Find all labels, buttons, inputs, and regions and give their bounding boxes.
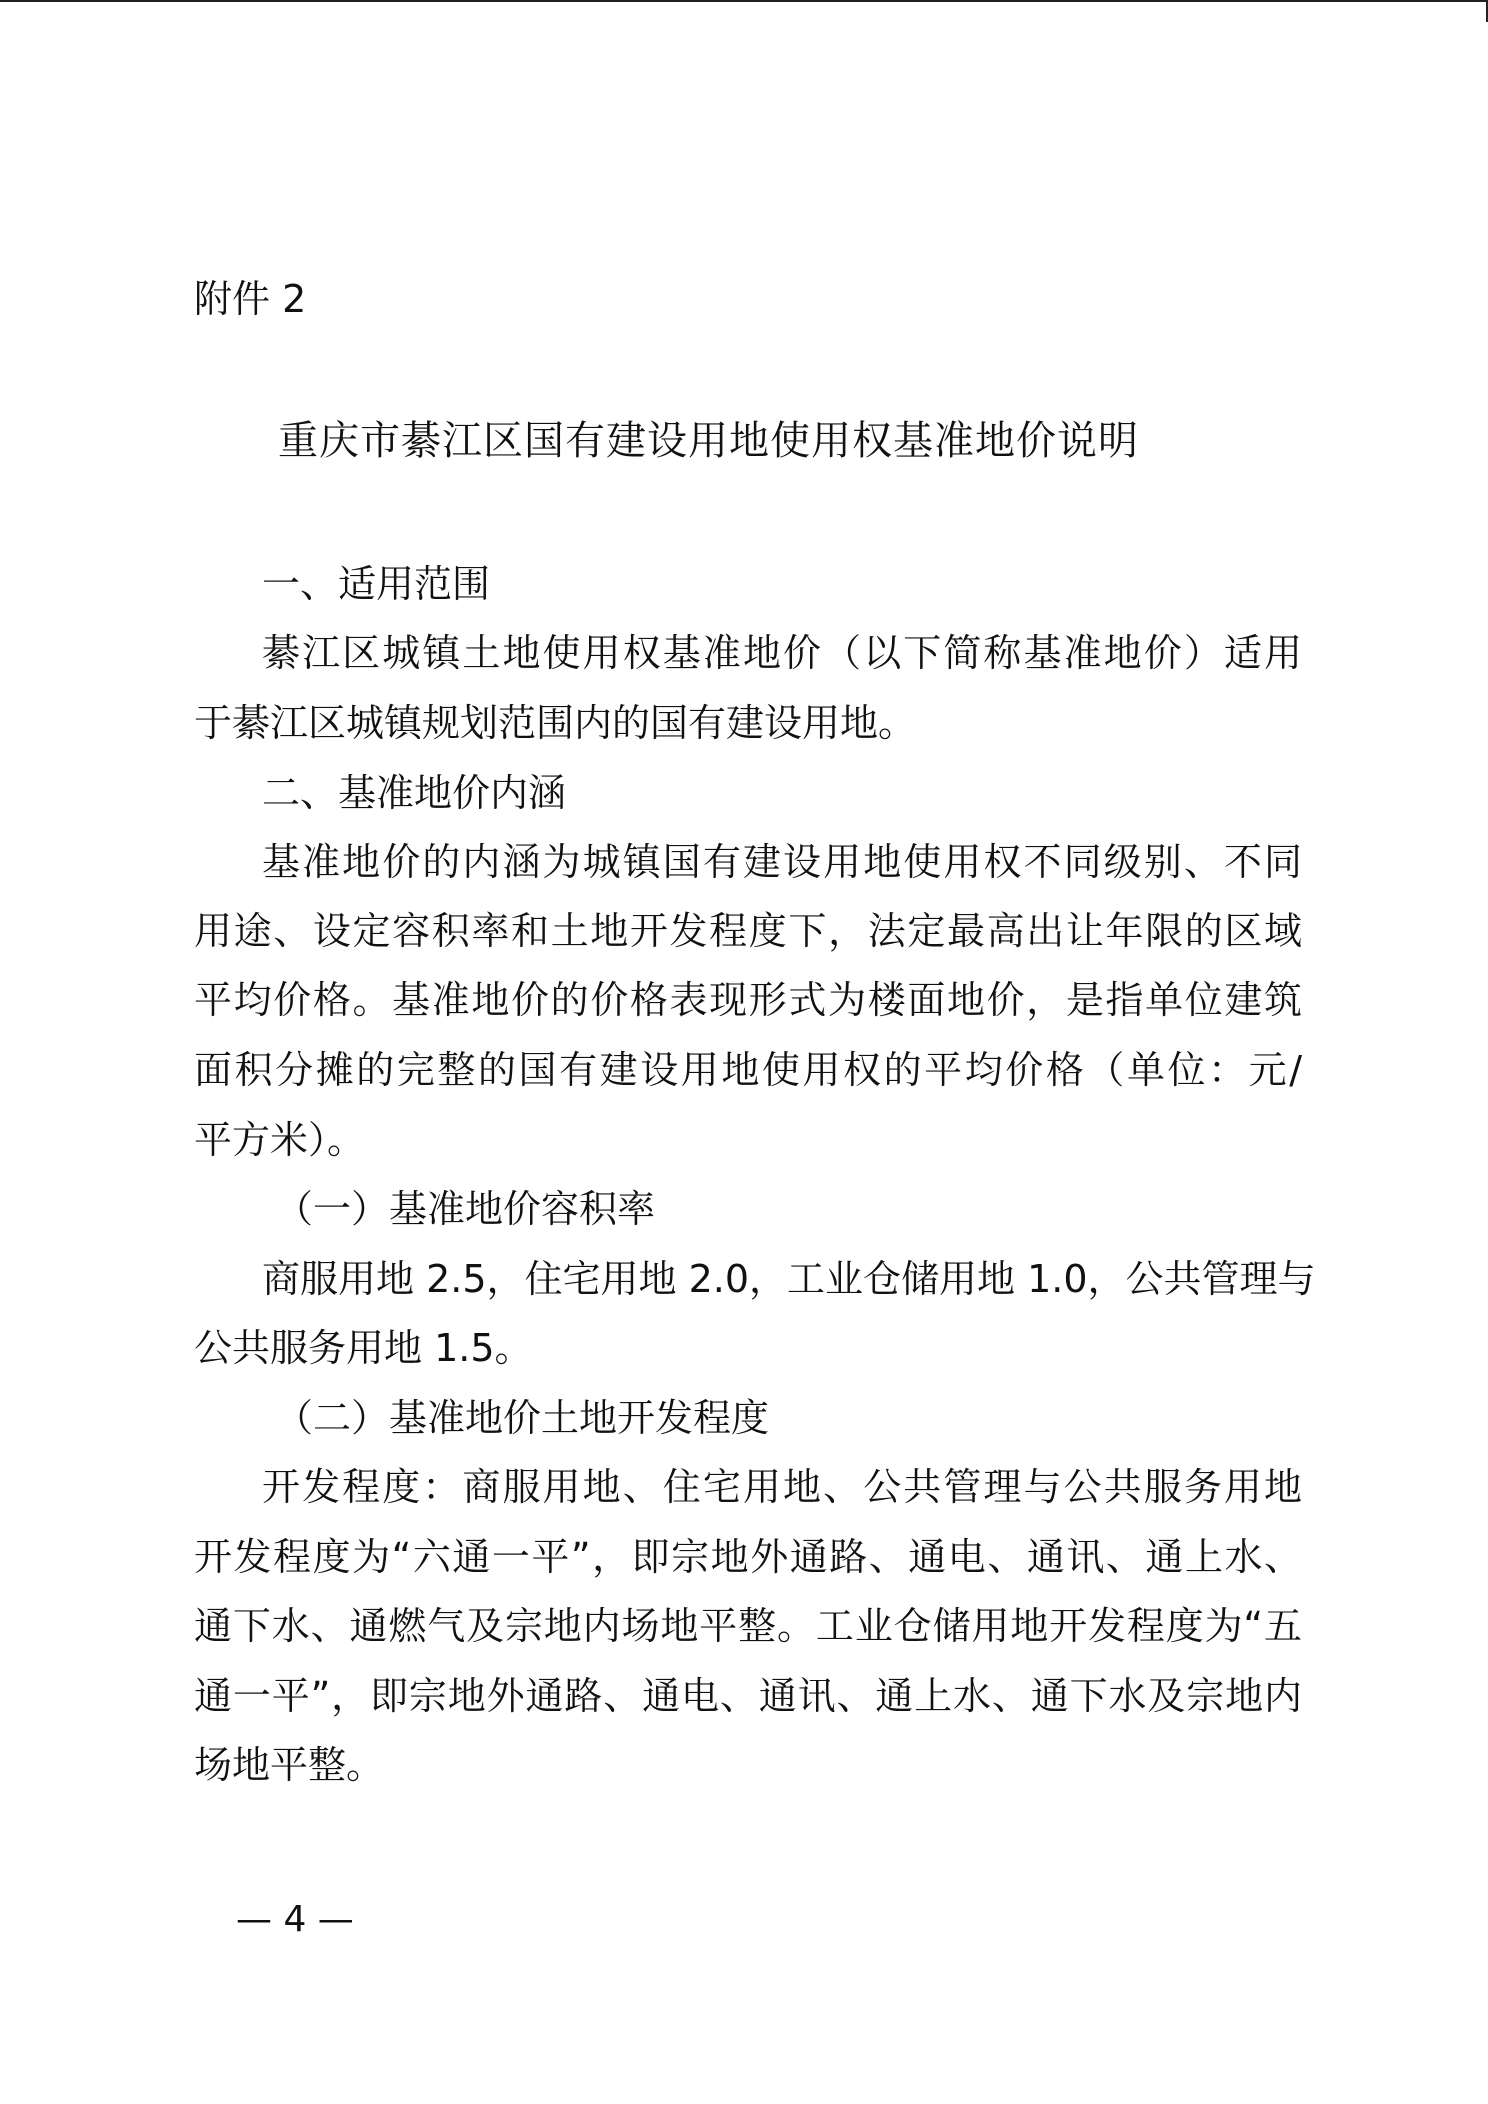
paragraph-line: 场地平整。 <box>194 1743 385 1787</box>
paragraph-line: 开发程度：商服用地、住宅用地、公共管理与公共服务用地 <box>262 1465 1302 1509</box>
page-number: — 4 — <box>236 1899 354 1940</box>
paragraph-line: 于綦江区城镇规划范围内的国有建设用地。 <box>194 701 917 745</box>
section-heading-development-level: （二）基准地价土地开发程度 <box>275 1396 770 1440</box>
paragraph-line: 平均价格。基准地价的价格表现形式为楼面地价，是指单位建筑 <box>194 978 1302 1022</box>
paragraph-line: 开发程度为“六通一平”，即宗地外通路、通电、通讯、通上水、 <box>194 1535 1302 1579</box>
paragraph-line: 通下水、通燃气及宗地内场地平整。工业仓储用地开发程度为“五 <box>194 1604 1302 1648</box>
top-border-line <box>0 0 1488 2</box>
section-heading-meaning: 二、基准地价内涵 <box>262 771 567 815</box>
paragraph-line: 商服用地 2.5，住宅用地 2.0，工业仓储用地 1.0，公共管理与 <box>262 1257 1316 1301</box>
paragraph-line: 基准地价的内涵为城镇国有建设用地使用权不同级别、不同 <box>262 840 1302 884</box>
paragraph-line: 通一平”，即宗地外通路、通电、通讯、通上水、通下水及宗地内 <box>194 1674 1302 1718</box>
attachment-label: 附件 2 <box>194 277 307 321</box>
paragraph-line: 面积分摊的完整的国有建设用地使用权的平均价格（单位：元/ <box>194 1048 1302 1092</box>
paragraph-line: 綦江区城镇土地使用权基准地价（以下简称基准地价）适用 <box>262 631 1302 675</box>
section-heading-scope: 一、适用范围 <box>262 562 491 606</box>
document-title: 重庆市綦江区国有建设用地使用权基准地价说明 <box>278 418 1139 464</box>
section-heading-plot-ratio: （一）基准地价容积率 <box>275 1187 656 1231</box>
paragraph-line: 公共服务用地 1.5。 <box>194 1326 533 1370</box>
paragraph-line: 平方米）。 <box>194 1118 366 1162</box>
paragraph-line: 用途、设定容积率和土地开发程度下，法定最高出让年限的区域 <box>194 909 1302 953</box>
